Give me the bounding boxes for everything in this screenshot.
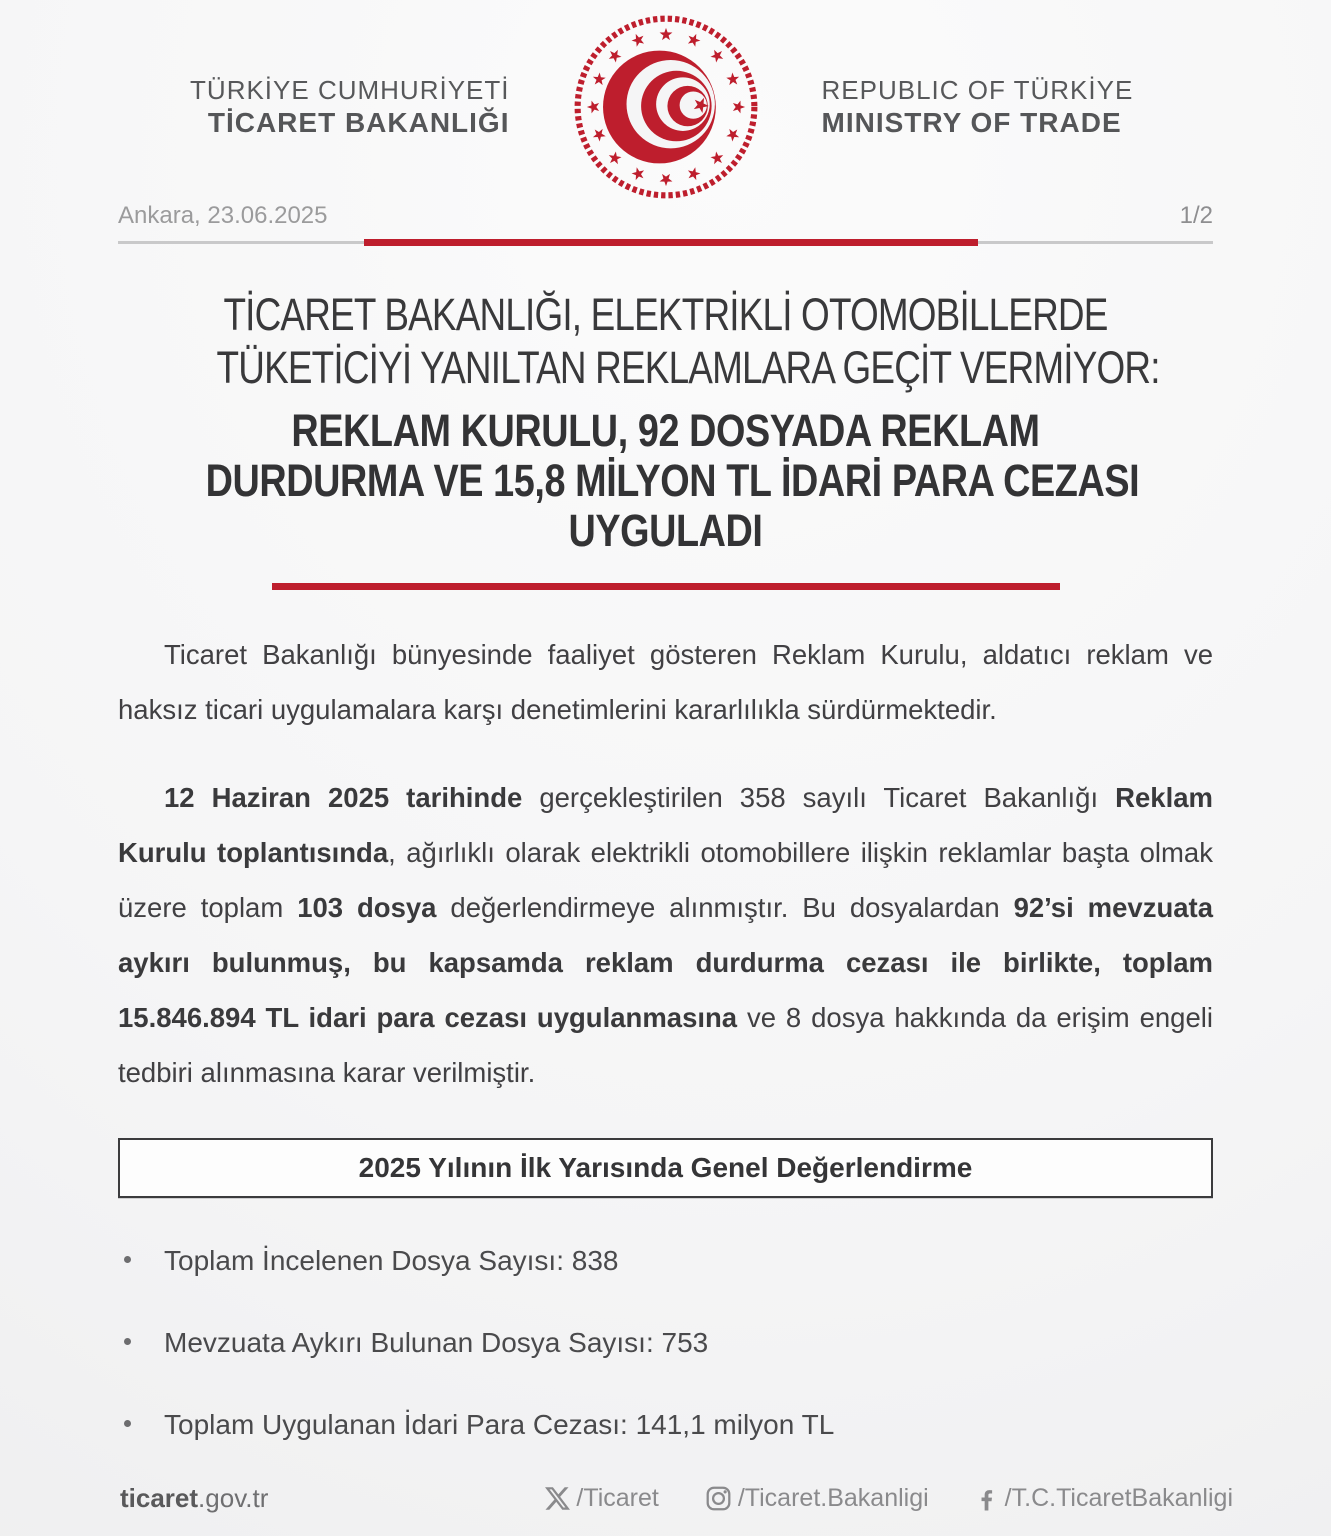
p2-bold-meeting: Reklam Kurulu toplantısında [118, 782, 1213, 868]
headline-line5: UYGULADI [568, 505, 763, 556]
divider-gray-left [118, 241, 364, 244]
instagram-link [705, 1484, 929, 1513]
page-number: 1/2 [1179, 202, 1213, 229]
p2-text: ve 8 dosya hakkında da erişim engeli tedbiri alınmasına karar verilmiştir. [118, 1002, 1213, 1088]
emblem-crescents [603, 51, 716, 164]
stat-text: Mevzuata Aykırı Bulunan Dosya Sayısı: 753 [164, 1327, 709, 1358]
headline [118, 288, 1213, 556]
instagram-handle: /Ticaret.Bakanligi [737, 1484, 929, 1512]
p2-bold-files: 103 dosya [297, 892, 437, 923]
brand-english-line1: REPUBLIC OF TÜRKİYE [821, 75, 1134, 105]
brand-english [760, 74, 1331, 140]
brand-turkish [0, 74, 572, 140]
headline-line1: TİCARET BAKANLIĞI, ELEKTRİKLİ OTOMOBİLLERDE [223, 289, 1108, 340]
brand-turkish-line1: TÜRKİYE CUMHURİYETİ [190, 75, 510, 105]
bullet-icon [124, 1256, 131, 1263]
stat-text: Toplam İncelenen Dosya Sayısı: 838 [164, 1245, 619, 1276]
headline-line3: REKLAM KURULU, 92 DOSYADA REKLAM [291, 405, 1040, 456]
facebook-link [975, 1484, 1233, 1513]
website-url-bold: ticaret [120, 1483, 199, 1513]
headline-line2: TÜKETİCİYİ YANILTAN REKLAMLARA GEÇİT VERMİYOR: [216, 342, 1160, 393]
brand-english-line2: MINISTRY OF TRADE [821, 107, 1122, 138]
stat-item-total-files [118, 1234, 1213, 1287]
x-twitter-icon [545, 1486, 570, 1511]
stat-item-noncompliant-files [118, 1316, 1213, 1369]
section-box [118, 1138, 1213, 1198]
headline-underline [272, 583, 1060, 590]
facebook-handle: /T.C.TicaretBakanligi [1004, 1484, 1233, 1512]
instagram-icon [705, 1485, 732, 1512]
p2-text: değerlendirmeye alınmıştır. Bu dosyalardan [436, 892, 1014, 923]
facebook-icon [975, 1487, 999, 1511]
website-url [120, 1483, 268, 1514]
stat-item-total-penalty [118, 1398, 1213, 1451]
header [0, 0, 1331, 202]
x-handle: /Ticaret [576, 1484, 659, 1512]
ministry-of-trade-emblem-icon [572, 13, 760, 201]
stats-list [118, 1234, 1213, 1451]
section-box-title: 2025 Yılının İlk Yarısında Genel Değerlendirme [358, 1152, 973, 1183]
header-divider [118, 239, 1213, 246]
bullet-icon [124, 1338, 131, 1345]
stat-text: Toplam Uygulanan İdari Para Cezası: 141,1 milyon TL [164, 1409, 835, 1440]
p2-bold-penalty: 92’si mevzuata aykırı bulunmuş, bu kapsamda reklam durdurma cezası ile birlikte, toplam 15.846.894 TL idari para cezası uygulanmasına [118, 892, 1213, 1033]
p2-text: , ağırlıklı olarak elektrikli otomobillere ilişkin reklamlar başta olmak üzere toplam [118, 837, 1213, 923]
website-url-rest: .gov.tr [198, 1483, 269, 1513]
paragraph-2 [118, 770, 1213, 1100]
divider-gray-right [978, 241, 1213, 244]
x-twitter-link [545, 1484, 658, 1513]
p2-bold-date: 12 Haziran 2025 tarihinde [164, 782, 523, 813]
dateline: Ankara, 23.06.2025 [118, 202, 328, 229]
headline-line4: DURDURMA VE 15,8 MİLYON TL İDARİ PARA CEZASI [205, 455, 1140, 506]
footer [0, 1483, 1331, 1514]
p2-text: gerçekleştirilen 358 sayılı Ticaret Bakanlığı [522, 782, 1116, 813]
bullet-icon [124, 1420, 131, 1427]
divider-red [364, 239, 977, 246]
paragraph-1: Ticaret Bakanlığı bünyesinde faaliyet gösteren Reklam Kurulu, aldatıcı reklam ve haksız ticari uygulamalara karşı denetimlerini kararlılıkla sürdürmektedir. [118, 639, 1213, 725]
brand-turkish-line2: TİCARET BAKANLIĞI [207, 107, 510, 138]
social-links [545, 1484, 1233, 1513]
meta-row [118, 202, 1213, 230]
